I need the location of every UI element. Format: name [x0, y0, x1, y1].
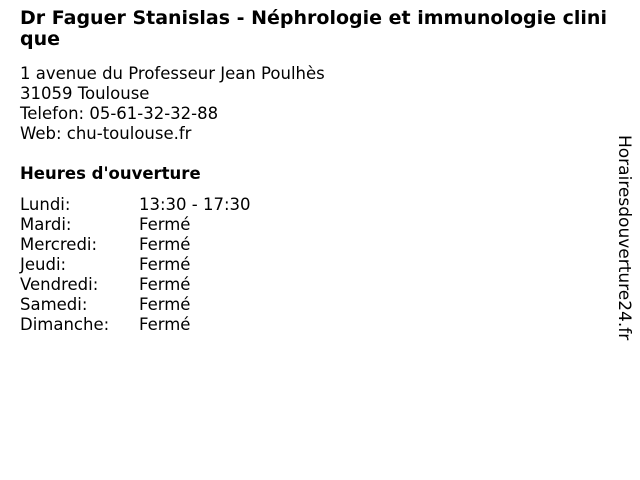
day-time: Fermé	[139, 275, 191, 294]
web-line: Web: chu-toulouse.fr	[20, 124, 192, 143]
day-time: Fermé	[139, 255, 191, 274]
site-brand-vertical: Horairesdouverture24.fr	[614, 135, 634, 341]
business-title: Dr Faguer Stanislas - Néphrologie et immunologie clinique	[20, 7, 607, 50]
hours-row	[20, 255, 251, 275]
day-label: Lundi:	[20, 195, 71, 214]
day-time: Fermé	[139, 295, 191, 314]
contact-block	[20, 64, 325, 144]
day-label: Samedi:	[20, 295, 88, 314]
city-line: 31059 Toulouse	[20, 84, 150, 103]
day-time: 13:30 - 17:30	[139, 195, 251, 214]
day-time: Fermé	[139, 315, 191, 334]
hours-row	[20, 315, 251, 335]
hours-row	[20, 215, 251, 235]
hours-row	[20, 195, 251, 215]
day-time: Fermé	[139, 235, 191, 254]
hours-row	[20, 235, 251, 255]
day-label: Mercredi:	[20, 235, 98, 254]
day-time: Fermé	[139, 215, 191, 234]
day-label: Jeudi:	[20, 255, 67, 274]
hours-row	[20, 295, 251, 315]
hours-heading: Heures d'ouverture	[20, 164, 201, 183]
day-label: Vendredi:	[20, 275, 99, 294]
day-label: Mardi:	[20, 215, 72, 234]
hours-row	[20, 275, 251, 295]
day-label: Dimanche:	[20, 315, 110, 334]
hours-table	[20, 195, 251, 335]
address-line: 1 avenue du Professeur Jean Poulhès	[20, 64, 325, 83]
phone-line: Telefon: 05-61-32-32-88	[20, 104, 219, 123]
